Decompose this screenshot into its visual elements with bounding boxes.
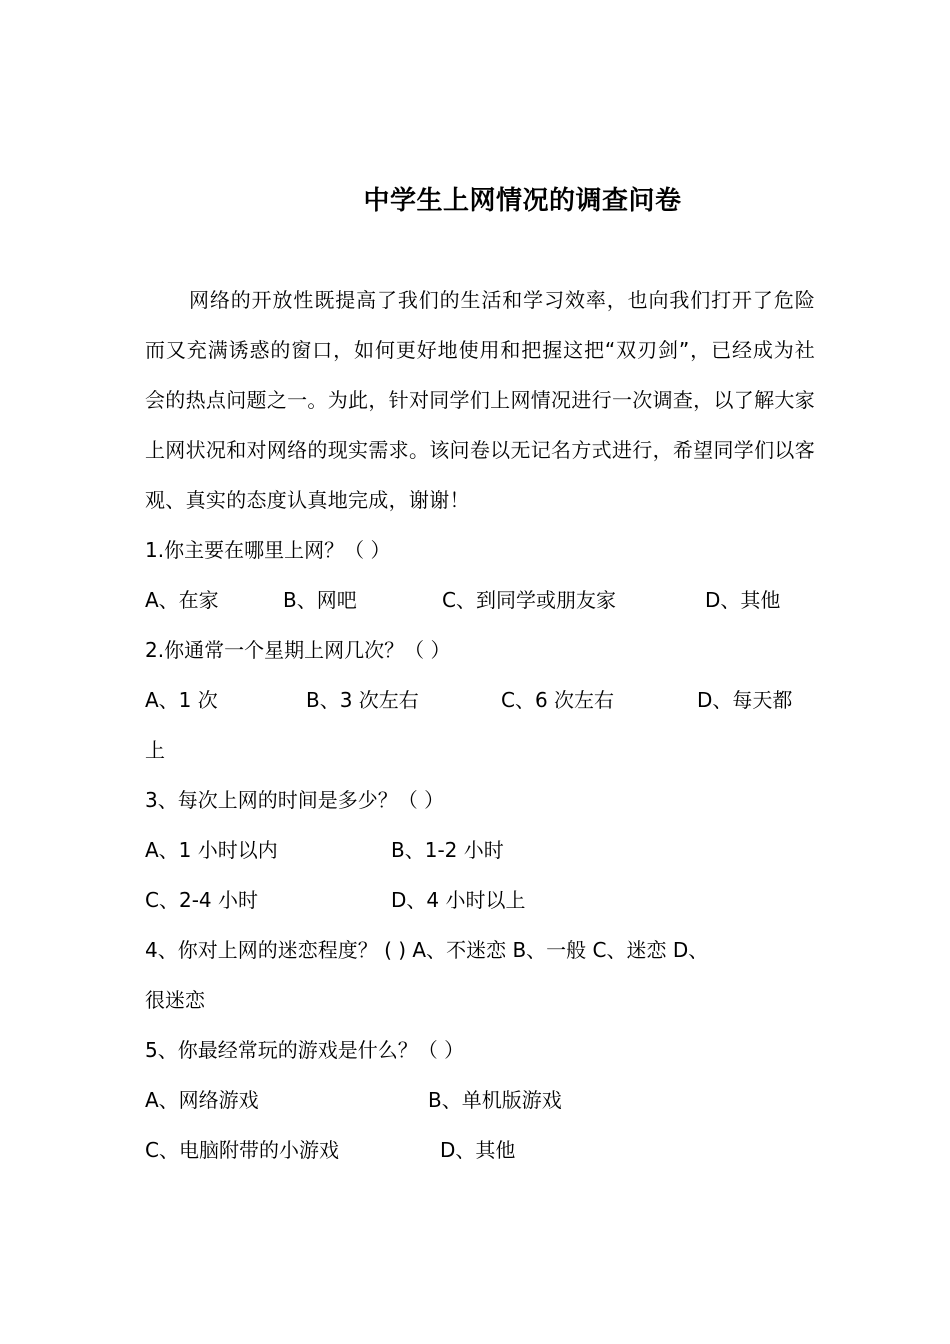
q5-option-b: B、单机版游戏 — [428, 1088, 562, 1112]
question-2-options — [145, 675, 815, 725]
q5-option-d: D、其他 — [440, 1138, 516, 1162]
question-2: 2.你通常一个星期上网几次？（ ） — [145, 638, 451, 662]
q3-option-a: A、1 小时以内 — [145, 838, 278, 862]
q3-option-b: B、1-2 小时 — [391, 838, 504, 862]
q1-option-c: C、到同学或朋友家 — [442, 588, 616, 612]
q1-option-a: A、在家 — [145, 588, 219, 612]
q3-option-d: D、4 小时以上 — [391, 888, 526, 912]
q1-option-d: D、其他 — [705, 588, 781, 612]
q5-option-a: A、网络游戏 — [145, 1088, 259, 1112]
question-4-continued: 很迷恋 — [145, 988, 205, 1012]
question-5: 5、你最经常玩的游戏是什么？（ ） — [145, 1038, 465, 1062]
q2-option-c: C、6 次左右 — [501, 688, 615, 712]
question-1: 1.你主要在哪里上网？（ ） — [145, 538, 391, 562]
q2-option-b: B、3 次左右 — [306, 688, 419, 712]
q2-option-d: D、每天都 — [697, 688, 793, 712]
q1-option-b: B、网吧 — [283, 588, 357, 612]
question-1-options — [145, 575, 815, 625]
survey-body — [145, 275, 815, 1175]
question-3-options-row-1 — [145, 825, 815, 875]
q2-option-d-continued: 上 — [145, 738, 165, 762]
question-5-options-row-1 — [145, 1075, 815, 1125]
question-3: 3、每次上网的时间是多少？（ ） — [145, 788, 445, 812]
q3-option-c: C、2-4 小时 — [145, 888, 258, 912]
question-4: 4、你对上网的迷恋程度？ ( ) A、不迷恋 B、一般 C、迷恋 D、 — [145, 938, 709, 962]
survey-title: 中学生上网情况的调查问卷 — [363, 186, 682, 216]
question-3-options-row-2 — [145, 875, 815, 925]
q2-option-a: A、1 次 — [145, 688, 218, 712]
q5-option-c: C、电脑附带的小游戏 — [145, 1138, 339, 1162]
intro-paragraph: 网络的开放性既提高了我们的生活和学习效率，也向我们打开了危险而又充满诱惑的窗口，如何更好地使用和把握这把“双刃剑”，已经成为社会的热点问题之一。为此，针对同学们上网情况进行一次调查，以了解大家上网状况和对网络的现实需求。该问卷以无记名方式进行，希望同学们以客观、真实的态度认真地完成，谢谢！ — [145, 288, 815, 512]
question-5-options-row-2 — [145, 1125, 815, 1175]
